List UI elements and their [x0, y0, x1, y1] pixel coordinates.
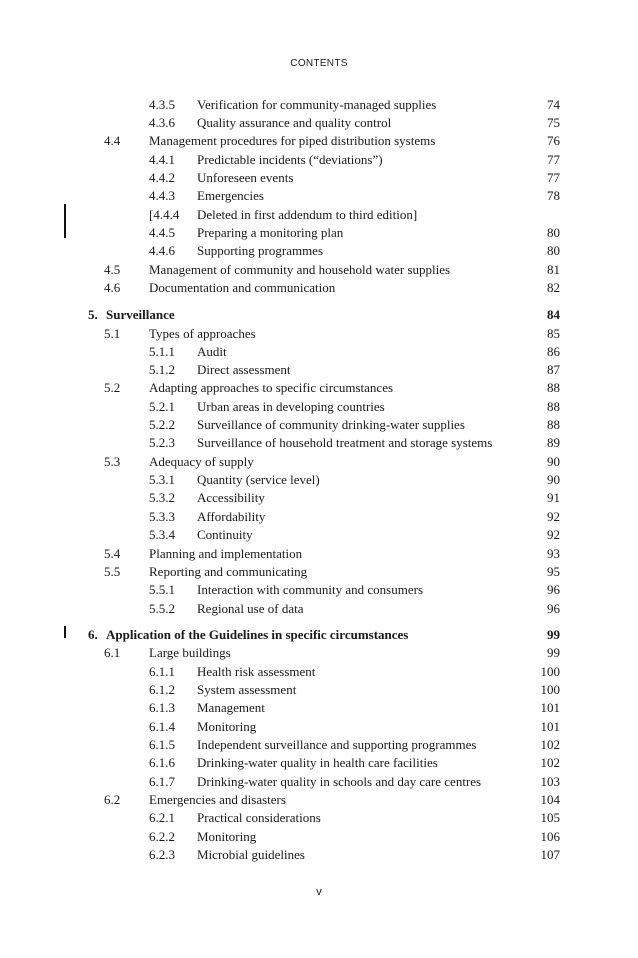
toc-entry[interactable] [0, 828, 638, 846]
toc-number: 4.4.3 [149, 188, 175, 203]
toc-title: Documentation and communication [149, 280, 336, 295]
toc-title: Continuity [197, 527, 253, 542]
toc-entry[interactable] [0, 600, 638, 618]
toc-entry[interactable] [0, 169, 638, 187]
toc-title: Deleted in first addendum to third edition] [197, 207, 418, 222]
toc-title: Adapting approaches to specific circumstances [149, 380, 394, 395]
toc-entry[interactable] [0, 187, 638, 205]
toc-title: Audit [197, 344, 227, 359]
toc-title: Independent surveillance and supporting programmes [197, 737, 477, 752]
toc-page-number: 93 [547, 546, 560, 561]
toc-title: Unforeseen events [197, 170, 294, 185]
toc-entry[interactable] [0, 96, 638, 114]
toc-page-number: 82 [547, 280, 560, 295]
toc-page-number: 92 [547, 509, 560, 524]
toc-title: Surveillance [106, 307, 175, 322]
toc-page-number: 80 [547, 243, 560, 258]
toc-entry[interactable] [0, 434, 638, 452]
toc-number: 4.4.6 [149, 243, 175, 258]
toc-page-number: 90 [547, 454, 560, 469]
toc-title: Monitoring [197, 829, 257, 844]
toc-page-number: 86 [547, 344, 560, 359]
toc-entry[interactable] [0, 224, 638, 242]
toc-entry[interactable] [0, 663, 638, 681]
toc-title: Predictable incidents (“deviations”) [197, 152, 383, 167]
toc-page-number: 77 [547, 152, 560, 167]
toc-number: 6.2.3 [149, 847, 175, 862]
toc-number: 6.2 [104, 792, 121, 807]
toc-title: Health risk assessment [197, 664, 316, 679]
page-number: v [316, 886, 322, 898]
toc-entry[interactable] [0, 545, 638, 563]
toc-page-number: 104 [540, 792, 560, 807]
toc-number: 5.5 [104, 564, 121, 579]
toc-page-number: 87 [547, 362, 560, 377]
toc-title: Accessibility [197, 490, 265, 505]
toc-number: 5.5.2 [149, 601, 175, 616]
toc-page-number: 75 [547, 115, 560, 130]
toc-number: 6.2.1 [149, 810, 175, 825]
toc-page-number: 96 [547, 582, 560, 597]
toc-title: Verification for community-managed supplies [197, 97, 437, 112]
toc-title: Application of the Guidelines in specific circumstances [106, 627, 409, 642]
toc-number: 6.1.6 [149, 755, 175, 770]
toc-page-number: 96 [547, 601, 560, 616]
toc-page-number: 85 [547, 326, 560, 341]
toc-title: Surveillance of community drinking-water supplies [197, 417, 465, 432]
toc-entry[interactable] [0, 242, 638, 260]
toc-number: 5.2.1 [149, 399, 175, 414]
toc-page-number: 100 [540, 682, 560, 697]
toc-number: 6.1.1 [149, 664, 175, 679]
toc-number: 4.4 [104, 133, 121, 148]
toc-number: 6.2.2 [149, 829, 175, 844]
toc-entry[interactable] [0, 279, 638, 297]
toc-title: Reporting and communicating [149, 564, 308, 579]
toc-number: 6.1.3 [149, 700, 175, 715]
toc-entry[interactable] [0, 325, 638, 343]
toc-title: System assessment [197, 682, 297, 697]
toc-page-number: 99 [547, 645, 560, 660]
toc-entry[interactable] [0, 718, 638, 736]
toc-page-number: 101 [540, 719, 560, 734]
toc-chapter-entry[interactable] [0, 626, 638, 644]
toc-page-number: 76 [547, 133, 560, 148]
toc-title: Adequacy of supply [149, 454, 254, 469]
toc-title: Management of community and household water supplies [149, 262, 451, 277]
toc-page-number: 107 [540, 847, 560, 862]
toc-number: 5.4 [104, 546, 121, 561]
toc-title: Types of approaches [149, 326, 256, 341]
toc-title: Practical considerations [197, 810, 321, 825]
toc-number: 6. [88, 627, 98, 642]
toc-number: 5.1 [104, 326, 121, 341]
toc-number: 4.6 [104, 280, 121, 295]
toc-entry[interactable] [0, 846, 638, 864]
toc-page-number: 88 [547, 417, 560, 432]
toc-entry[interactable] [0, 151, 638, 169]
toc-page-number: 91 [547, 490, 560, 505]
toc-title: Affordability [197, 509, 266, 524]
toc-entry[interactable] [0, 361, 638, 379]
toc-entry[interactable] [0, 681, 638, 699]
toc-page-number: 89 [547, 435, 560, 450]
toc-title: Emergencies and disasters [149, 792, 286, 807]
toc-number: 5. [88, 307, 98, 322]
toc-title: Emergencies [197, 188, 264, 203]
toc-page-number: 100 [540, 664, 560, 679]
toc-entry[interactable] [0, 471, 638, 489]
toc-page-number: 77 [547, 170, 560, 185]
revision-bar [64, 204, 66, 238]
toc-number: 5.1.1 [149, 344, 175, 359]
toc-title: Direct assessment [197, 362, 291, 377]
toc-title: Preparing a monitoring plan [197, 225, 344, 240]
toc-title: Microbial guidelines [197, 847, 305, 862]
revision-bar [64, 626, 66, 638]
toc-entry[interactable] [0, 791, 638, 809]
toc-number: [4.4.4 [149, 207, 180, 222]
toc-entry[interactable] [0, 132, 638, 150]
toc-entry[interactable] [0, 581, 638, 599]
toc-number: 4.5 [104, 262, 121, 277]
toc-entry[interactable] [0, 644, 638, 662]
toc-page-number: 88 [547, 380, 560, 395]
toc-page-number: 106 [540, 829, 560, 844]
toc-number: 5.3 [104, 454, 121, 469]
toc-page-number: 102 [540, 755, 560, 770]
toc-number: 5.3.4 [149, 527, 175, 542]
toc-number: 5.5.1 [149, 582, 175, 597]
toc-chapter-entry[interactable] [0, 306, 638, 324]
toc-number: 6.1.7 [149, 774, 175, 789]
toc-entry[interactable] [0, 206, 638, 224]
toc-title: Drinking-water quality in schools and day care centres [197, 774, 482, 789]
toc-entry[interactable] [0, 453, 638, 471]
toc-entry[interactable] [0, 773, 638, 791]
toc-entry[interactable] [0, 508, 638, 526]
toc-number: 4.3.5 [149, 97, 175, 112]
toc-title: Planning and implementation [149, 546, 303, 561]
toc-page-number: 74 [547, 97, 560, 112]
toc-entry[interactable] [0, 114, 638, 132]
toc-page-number: 92 [547, 527, 560, 542]
toc-number: 5.3.1 [149, 472, 175, 487]
toc-page-number: 90 [547, 472, 560, 487]
toc-number: 6.1 [104, 645, 121, 660]
toc-number: 4.3.6 [149, 115, 175, 130]
toc-title: Large buildings [149, 645, 231, 660]
toc-page-number: 103 [540, 774, 560, 789]
toc-number: 4.4.1 [149, 152, 175, 167]
toc-entry[interactable] [0, 261, 638, 279]
toc-number: 5.2.3 [149, 435, 175, 450]
toc-number: 5.2 [104, 380, 121, 395]
toc-page-number: 101 [540, 700, 560, 715]
toc-page-number: 88 [547, 399, 560, 414]
toc-page-number: 102 [540, 737, 560, 752]
toc-title: Management [197, 700, 265, 715]
toc-entry[interactable] [0, 343, 638, 361]
toc-number: 4.4.5 [149, 225, 175, 240]
toc-title: Management procedures for piped distribution systems [149, 133, 436, 148]
toc-title: Monitoring [197, 719, 257, 734]
toc-title: Supporting programmes [197, 243, 324, 258]
toc-title: Urban areas in developing countries [197, 399, 385, 414]
toc-number: 5.3.3 [149, 509, 175, 524]
toc-entry[interactable] [0, 526, 638, 544]
running-header: CONTENTS [290, 58, 348, 69]
toc-title: Regional use of data [197, 601, 304, 616]
toc-title: Drinking-water quality in health care facilities [197, 755, 438, 770]
toc-page-number: 99 [547, 627, 560, 642]
toc-title: Interaction with community and consumers [197, 582, 424, 597]
toc-entry[interactable] [0, 379, 638, 397]
toc-entry[interactable] [0, 809, 638, 827]
toc-entry[interactable] [0, 398, 638, 416]
toc-page-number: 84 [547, 307, 560, 322]
toc-entry[interactable] [0, 754, 638, 772]
toc-page-number: 105 [540, 810, 560, 825]
toc-page-number: 81 [547, 262, 560, 277]
toc-number: 6.1.5 [149, 737, 175, 752]
toc-title: Quantity (service level) [197, 472, 320, 487]
toc-page-number: 95 [547, 564, 560, 579]
toc-number: 4.4.2 [149, 170, 175, 185]
toc-number: 5.3.2 [149, 490, 175, 505]
toc-entry[interactable] [0, 489, 638, 507]
toc-page-number: 78 [547, 188, 560, 203]
toc-number: 5.2.2 [149, 417, 175, 432]
toc-entry[interactable] [0, 736, 638, 754]
toc-entry[interactable] [0, 699, 638, 717]
toc-number: 5.1.2 [149, 362, 175, 377]
toc-number: 6.1.2 [149, 682, 175, 697]
toc-number: 6.1.4 [149, 719, 175, 734]
toc-title: Surveillance of household treatment and storage systems [197, 435, 493, 450]
toc-title: Quality assurance and quality control [197, 115, 392, 130]
toc-entry[interactable] [0, 416, 638, 434]
toc-entry[interactable] [0, 563, 638, 581]
toc-page-number: 80 [547, 225, 560, 240]
